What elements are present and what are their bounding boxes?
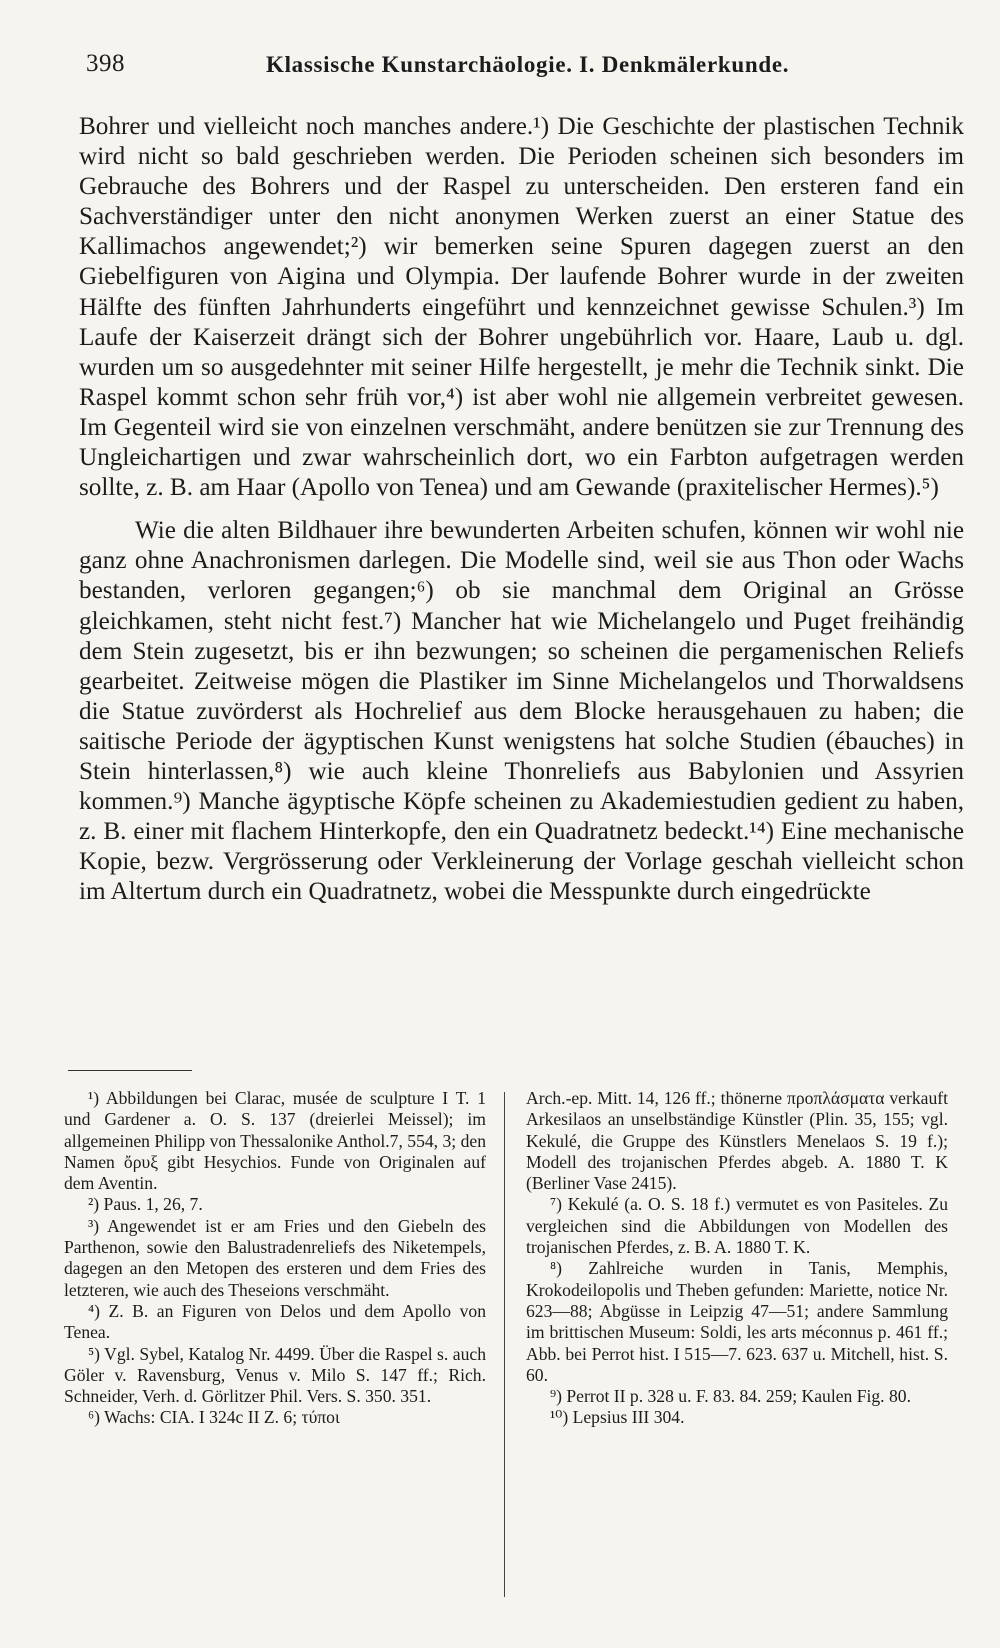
footnote-column-left xyxy=(64,1088,486,1429)
footnote-rule xyxy=(68,1070,192,1071)
footnotes xyxy=(64,1088,964,1648)
footnote: ²) Paus. 1, 26, 7. xyxy=(88,1194,203,1215)
paragraph: Wie die alten Bildhauer ihre bewunderten Arbeiten schufen, können wir wohl nie ganz ohne Anachronismen darlegen. Die Modelle sind, weil sie aus Thon oder Wachs bestanden, verloren gegangen;⁶) ob sie manchmal dem Original an Grösse gleichkamen, steht nicht fest.⁷) Mancher hat wie Michelangelo und Puget freihändig dem Stein zugesetzt, bis er ihn bezwungen; so scheinen die pergamenischen Reliefs gearbeitet. Zeitweise mögen die Plastiker im Sinne Michelangelos und Thorwaldsens die Statue zuvörderst als Hochrelief aus dem Blocke herausgehauen zu haben; die saitische Periode der ägyptischen Kunst wenigstens hat solche Studien (ébauches) in Stein hinterlassen,⁸) wie auch kleine Thonreliefs aus Babylonien und Assyrien kommen.⁹) Manche ägyptische Köpfe scheinen zu Akademiestudien gedient zu haben, z. B. einer mit flachem Hinterkopfe, den ein Quadratnetz bedeckt.¹⁴) Eine mechanische Kopie, bezw. Vergrösserung oder Verkleinerung der Vorlage geschah vielleicht schon im Altertum durch ein Quadratnetz, wobei die Messpunkte durch eingedrückte xyxy=(79,517,964,906)
footnote: ¹⁰) Lepsius III 304. xyxy=(550,1407,685,1428)
footnote: ⁵) Vgl. Sybel, Katalog Nr. 4499. Über die Raspel s. auch Göler v. Ravensburg, Venus v. Milo S. 147 ff.; Rich. Schneider, Verh. d. Görlitzer Phil. Vers. S. 350. 351. xyxy=(64,1343,486,1407)
footnote: ³) Angewendet ist er am Fries und den Giebeln des Parthenon, sowie den Balustradenreliefs des Niketempels, dagegen an den Metopen des ersteren und dem Fries des letzteren, wie auch des Theseions verschmäht. xyxy=(64,1215,486,1300)
footnote: ¹) Abbildungen bei Clarac, musée de sculpture I T. 1 und Gardener a. O. S. 137 (dreierlei Meissel); im allgemeinen Philipp von Thessalonike Anthol.7, 554, 3; den Namen ὄρυξ gibt Hesychios. Funde von Originalen auf dem Aventin. xyxy=(64,1088,486,1194)
footnote: ⁷) Kekulé (a. O. S. 18 f.) vermutet es von Pasiteles. Zu vergleichen sind die Abbildungen von Modellen des trojanischen Pferdes, z. B. A. 1880 T. K. xyxy=(526,1194,948,1258)
footnote-column-right xyxy=(526,1088,948,1429)
footnote-continuation: Arch.-ep. Mitt. 14, 126 ff.; thönerne προπλάσματα verkauft Arkesilaos an unselbständige Künstler (Plin. 35, 155; vgl. Kekulé, die Gruppe des Künstlers Menelaos S. 19 f.); Modell des trojanischen Pferdes abgeb. A. 1880 T. K (Berliner Vase 2415). xyxy=(526,1088,948,1194)
running-title: Klassische Kunstarchäologie. I. Denkmälerkunde. xyxy=(266,52,790,77)
paragraph: Bohrer und vielleicht noch manches andere.¹) Die Geschichte der plastischen Technik wird nicht so bald geschrieben werden. Die Perioden scheinen sich besonders im Gebrauche des Bohrers und der Raspel zu unterscheiden. Den ersteren fand ein Sachverständiger unter den nicht anonymen Werken zuerst an einer Statue des Kallimachos angewendet;²) wir bemerken seine Spuren dagegen zuerst an den Giebelfiguren von Aigina und Olympia. Der laufende Bohrer wurde in der zweiten Hälfte des fünften Jahrhunderts eingeführt und kennzeichnet gewisse Schulen.³) Im Laufe der Kaiserzeit drängt sich der Bohrer ungebührlich vor. Haare, Laub u. dgl. wurden um so ausgedehnter mit seiner Hilfe hergestellt, je mehr die Technik sinkt. Die Raspel kommt schon sehr früh vor,⁴) ist aber wohl nie allgemein verbreitet gewesen. Im Gegenteil wird sie von einzelnen verschmäht, andere benützen sie zur Trennung des Ungleichartigen und zwar wahrscheinlich dort, wo ein Farbton aufgetragen werden sollte, z. B. am Haar (Apollo von Tenea) und am Gewande (praxitelischer Hermes).⁵) xyxy=(79,113,964,502)
main-text xyxy=(79,112,964,907)
page-header xyxy=(86,50,960,90)
column-divider xyxy=(504,1092,505,1597)
footnote: ⁸) Zahlreiche wurden in Tanis, Memphis, Krokodeilopolis und Theben gefunden: Mariette, notice Nr. 623—88; Abgüsse in Leipzig 47—51; andere Sammlung im brittischen Museum: Soldi, les arts méconnus p. 461 ff.; Abb. bei Perrot hist. I 515—7. 623. 637 u. Mitchell, hist. S. 60. xyxy=(526,1258,948,1385)
footnote: ⁴) Z. B. an Figuren von Delos und dem Apollo von Tenea. xyxy=(64,1300,486,1343)
footnote: ⁶) Wachs: CIA. I 324c II Z. 6; τύποι xyxy=(88,1407,340,1428)
page-number: 398 xyxy=(86,50,125,77)
footnote: ⁹) Perrot II p. 328 u. F. 83. 84. 259; Kaulen Fig. 80. xyxy=(550,1386,911,1407)
